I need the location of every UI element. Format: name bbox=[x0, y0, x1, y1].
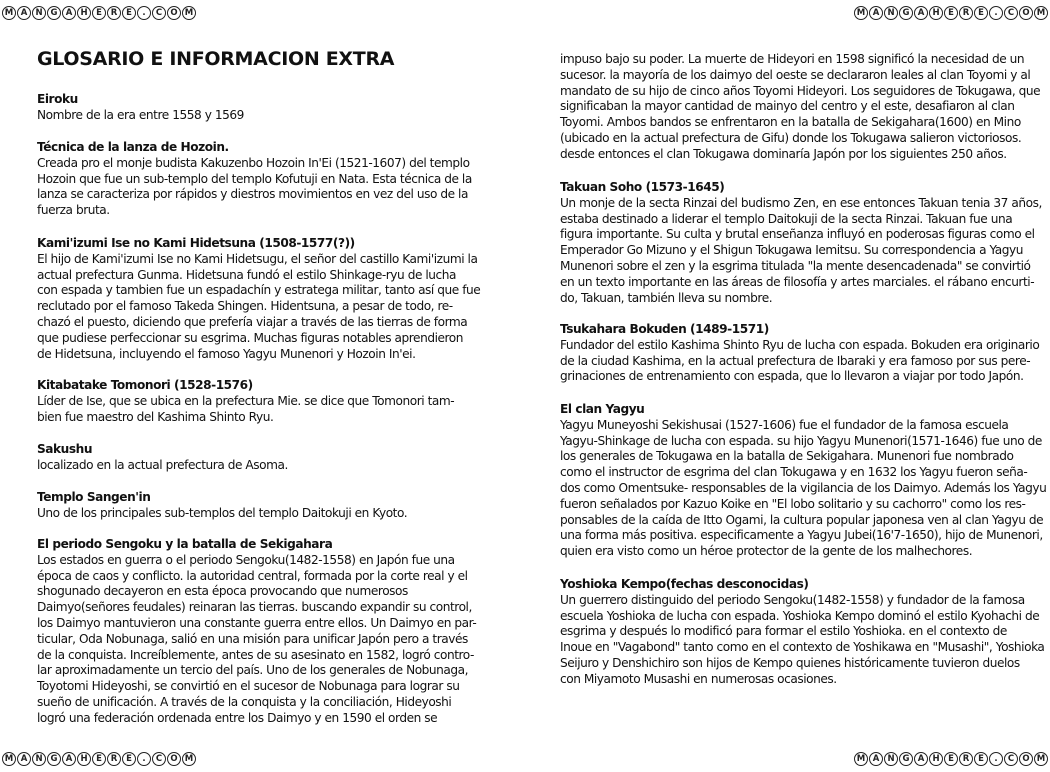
glossary-entry bbox=[37, 236, 521, 362]
glossary-entry bbox=[37, 537, 521, 727]
glossary-entry bbox=[560, 180, 1042, 306]
glossary-definition bbox=[560, 52, 1041, 163]
definition-line: reclutado por el famoso Takeda Shingen. Hidentsuna, a pesar de todo, re- bbox=[37, 299, 453, 314]
glossary-term: El clan Yagyu bbox=[560, 402, 645, 416]
watermark-letter: M bbox=[182, 6, 196, 20]
definition-line: lar aproximadamente un tercio del país. Uno de los generales de Nobunaga, bbox=[37, 663, 469, 678]
glossary-definition bbox=[37, 553, 521, 727]
glossary-definition bbox=[37, 394, 521, 426]
definition-line: Los estados en guerra o el periodo Sengoku(1482-1558) en Japón fue una bbox=[37, 552, 455, 567]
definition-line: do, Takuan, también lleva su nombre. bbox=[560, 290, 773, 305]
definition-line: dos como Omentsuke- responsables de la vigilancia de los Daimyo. Además los Yagyu bbox=[560, 480, 1047, 495]
glossary-definition bbox=[37, 252, 521, 363]
watermark-letter: O bbox=[1019, 6, 1033, 20]
glossary-entry bbox=[37, 490, 521, 522]
watermark-letter: H bbox=[929, 6, 943, 20]
definition-line: (ubicado en la actual prefectura de Gifu) donde los Tokugawa salieron victoriosos. bbox=[560, 130, 1022, 145]
glossary-term: Templo Sangen'in bbox=[37, 490, 151, 504]
definition-line: localizado en la actual prefectura de Asoma. bbox=[37, 457, 288, 472]
definition-line: chazó el puesto, diciendo que prefería viajar a través de las tierras de forma bbox=[37, 314, 468, 329]
watermark-letter: N bbox=[884, 6, 898, 20]
definition-line: Un monje de la secta Rinzai del budismo Zen, en ese entonces Takuan tenia 37 años, bbox=[560, 195, 1042, 210]
definition-line: los generales de Tokugawa en la batalla de Sekigahara. Munenori fue nombrado bbox=[560, 449, 1014, 464]
watermark-letter: . bbox=[989, 6, 1003, 20]
definition-line: shogunado decayeron en esta época provocando que numerosos bbox=[37, 584, 408, 599]
definition-line: que pudiese perfeccionar su esgrima. Muchas figuras notables aprendieron bbox=[37, 330, 464, 345]
glossary-definition bbox=[37, 156, 521, 219]
definition-line: una forma más positiva. especificamente a Yagyu Jubei(16'7-1650), hijo de Munenori, bbox=[560, 528, 1043, 543]
watermark-letter: . bbox=[989, 752, 1003, 766]
definition-line: fueron señalados por Kazuo Koike en "El lobo solitario y su cachorro" como los res- bbox=[560, 496, 1026, 511]
definition-line: Hozoin que fue un sub-templo del templo Kofutuji en Nata. Esta técnica de la bbox=[37, 171, 472, 186]
definition-line: con Miyamoto Musashi en numerosas ocasiones. bbox=[560, 671, 837, 686]
definition-line: de la ciudad Kashima, en la actual prefectura de Ibaraki y era famoso por sus pere- bbox=[560, 353, 1031, 368]
watermark-letter: G bbox=[47, 6, 61, 20]
definition-line: Nombre de la era entre 1558 y 1569 bbox=[37, 107, 244, 122]
definition-line: El hijo de Kami'izumi Ise no Kami Hidetsugu, el señor del castillo Kami'izumi la bbox=[37, 251, 478, 266]
watermark-letter: M bbox=[1034, 752, 1048, 766]
watermark-letter: C bbox=[152, 6, 166, 20]
definition-line: grinaciones de entrenamiento con espada, que lo llevaron a viajar por todo Japón. bbox=[560, 369, 1024, 384]
watermark-bottom-left bbox=[2, 752, 196, 766]
page-title: GLOSARIO E INFORMACION EXTRA bbox=[37, 48, 395, 70]
watermark-top-left bbox=[2, 6, 196, 20]
definition-line: Toyomi. Ambos bandos se enfrentaron en la batalla de Sekigahara(1600) en Mino bbox=[560, 115, 1021, 130]
watermark-letter: E bbox=[944, 752, 958, 766]
definition-line: logró una federación ordenada entre los Daimyo y en 1590 el orden se bbox=[37, 710, 438, 725]
definition-line: Inoue en "Vagabond" tanto como en el contexto de Yoshikawa en "Musashi", Yoshioka bbox=[560, 640, 1045, 655]
definition-line: quien era visto como un héroe protector de la gente de los malhechores. bbox=[560, 544, 973, 559]
watermark-letter: . bbox=[137, 6, 151, 20]
definition-line: época de caos y conflicto. la autoridad central, formada por la corte real y el bbox=[37, 568, 468, 583]
glossary-term: Eiroku bbox=[37, 92, 78, 106]
glossary-entry bbox=[37, 442, 521, 474]
glossary-definition bbox=[560, 417, 1047, 560]
glossary-term: Técnica de la lanza de Hozoin. bbox=[37, 140, 229, 154]
definition-line: con espada y tambien fue un espadachín y estratega militar, tanto así que fue bbox=[37, 283, 481, 298]
watermark-letter: C bbox=[152, 752, 166, 766]
definition-line: ticular, Oda Nobunaga, salió en una misión para unificar Japón pero a través bbox=[37, 631, 468, 646]
definition-line: Fundador del estilo Kashima Shinto Ryu de lucha con espada. Bokuden era originario bbox=[560, 337, 1040, 352]
glossary-term: Sakushu bbox=[37, 442, 93, 456]
watermark-letter: M bbox=[854, 6, 868, 20]
glossary-definition bbox=[37, 458, 521, 474]
glossary-term: Tsukahara Bokuden (1489-1571) bbox=[560, 322, 769, 336]
watermark-letter: A bbox=[914, 752, 928, 766]
definition-line: sueño de unificación. A través de la conquista y la conciliación, Hideyoshi bbox=[37, 694, 452, 709]
watermark-letter: R bbox=[959, 752, 973, 766]
definition-line: desde entonces el clan Tokugawa dominaría Japón por los siguientes 250 años. bbox=[560, 146, 1007, 161]
watermark-letter: H bbox=[77, 6, 91, 20]
glossary-entry bbox=[37, 378, 521, 425]
watermark-letter: . bbox=[137, 752, 151, 766]
watermark-letter: A bbox=[869, 752, 883, 766]
watermark-letter: E bbox=[974, 6, 988, 20]
watermark-letter: E bbox=[92, 6, 106, 20]
watermark-letter: G bbox=[47, 752, 61, 766]
watermark-letter: M bbox=[854, 752, 868, 766]
definition-line: como el instructor de esgrima del clan Tokugawa y en 1632 los Yagyu fueron seña- bbox=[560, 465, 1028, 480]
watermark-letter: H bbox=[77, 752, 91, 766]
glossary-definition bbox=[560, 337, 1040, 385]
watermark-letter: O bbox=[167, 6, 181, 20]
definition-line: escuela Yoshioka de lucha con espada. Yoshioka Kempo dominó el estilo Kyohachi de bbox=[560, 608, 1040, 623]
definition-line: significaban la mayor cantidad de mainyo del centro y el este, desafiaron al clan bbox=[560, 99, 1015, 114]
definition-line: fuerza bruta. bbox=[37, 203, 110, 218]
watermark-letter: H bbox=[929, 752, 943, 766]
glossary-definition bbox=[560, 195, 1042, 307]
watermark-letter: E bbox=[944, 6, 958, 20]
definition-line: de la conquista. Increíblemente, antes de su asesinato en 1582, logró contro- bbox=[37, 647, 474, 662]
definition-line: Toyotomi Hideyoshi, se convirtió en el sucesor de Nobunaga para lograr su bbox=[37, 679, 460, 694]
glossary-entry bbox=[560, 322, 1040, 385]
watermark-letter: M bbox=[1034, 6, 1048, 20]
watermark-letter: C bbox=[1004, 752, 1018, 766]
watermark-letter: O bbox=[167, 752, 181, 766]
definition-line: bien fue maestro del Kashima Shinto Ryu. bbox=[37, 409, 274, 424]
definition-line: Líder de Ise, que se ubica en la prefectura Mie. se dice que Tomonori tam- bbox=[37, 393, 455, 408]
watermark-letter: R bbox=[959, 6, 973, 20]
watermark-letter: N bbox=[884, 752, 898, 766]
watermark-letter: E bbox=[122, 6, 136, 20]
glossary-entry bbox=[560, 402, 1047, 560]
glossary-entry bbox=[560, 52, 1041, 163]
definition-line: mandato de su hijo de cinco años Toyomi Hideyori. Los seguidores de Tokugawa, que bbox=[560, 83, 1041, 98]
definition-line: figura importante. Su culta y brutal enseñanza influyó en poderosas figuras como el bbox=[560, 227, 1035, 242]
definition-line: Seijuro y Denshichiro son hijos de Kempo quienes históricamente tuvieron duelos bbox=[560, 655, 1020, 670]
definition-line: impuso bajo su poder. La muerte de Hideyori en 1598 significó la necesidad de un bbox=[560, 52, 1025, 66]
watermark-bottom-right bbox=[854, 752, 1048, 766]
definition-line: Creada pro el monje budista Kakuzenbo Hozoin In'Ei (1521-1607) del templo bbox=[37, 155, 470, 170]
definition-line: Un guerrero distinguido del periodo Sengoku(1482-1558) y fundador de la famosa bbox=[560, 592, 1025, 607]
watermark-letter: C bbox=[1004, 6, 1018, 20]
definition-line: esgrima y después lo modificó para formar el estilo Yoshioka. en el contexto de bbox=[560, 624, 1007, 639]
glossary-definition bbox=[37, 108, 521, 124]
glossary-definition bbox=[37, 506, 521, 522]
glossary-term: El periodo Sengoku y la batalla de Sekigahara bbox=[37, 537, 333, 551]
definition-line: sucesor. la mayoría de los daimyo del oeste se declararon leales al clan Toyomi y al bbox=[560, 67, 1031, 82]
watermark-letter: A bbox=[62, 752, 76, 766]
watermark-letter: N bbox=[32, 6, 46, 20]
watermark-letter: A bbox=[914, 6, 928, 20]
watermark-letter: E bbox=[122, 752, 136, 766]
glossary-definition bbox=[560, 592, 1045, 688]
watermark-letter: E bbox=[92, 752, 106, 766]
watermark-letter: O bbox=[1019, 752, 1033, 766]
watermark-letter: A bbox=[869, 6, 883, 20]
definition-line: de Hidetsuna, incluyendo el famoso Yagyu Munenori y Hozoin In'ei. bbox=[37, 346, 416, 361]
definition-line: Daimyo(señores feudales) reinaran las tierras. buscando expandir su control, bbox=[37, 600, 472, 615]
glossary-term: Yoshioka Kempo(fechas desconocidas) bbox=[560, 577, 809, 591]
watermark-letter: G bbox=[899, 6, 913, 20]
definition-line: Yagyu-Shinkage de lucha con espada. su hijo Yagyu Munenori(1571-1646) fue uno de bbox=[560, 433, 1042, 448]
definition-line: estaba destinado a liderar el templo Daitokuji de la secta Rinzai. Takuan fue una bbox=[560, 211, 1013, 226]
glossary-term: Takuan Soho (1573-1645) bbox=[560, 180, 725, 194]
watermark-letter: A bbox=[62, 6, 76, 20]
definition-line: en un texto importante en las áreas de filosofía y artes marciales. el rábano encurti- bbox=[560, 274, 1035, 289]
watermark-letter: M bbox=[182, 752, 196, 766]
definition-line: Uno de los principales sub-templos del templo Daitokuji en Kyoto. bbox=[37, 505, 408, 520]
watermark-letter: N bbox=[32, 752, 46, 766]
glossary-entry bbox=[560, 577, 1045, 688]
watermark-letter: R bbox=[107, 752, 121, 766]
watermark-letter: A bbox=[17, 752, 31, 766]
definition-line: Munenori sobre el zen y la esgrima titulada "la mente desencadenada" se convirtió bbox=[560, 258, 1031, 273]
watermark-letter: A bbox=[17, 6, 31, 20]
watermark-letter: G bbox=[899, 752, 913, 766]
definition-line: Emperador Go Mizuno y el Shigun Tokugawa Iemitsu. Su correspondencia a Yagyu bbox=[560, 243, 1023, 258]
watermark-letter: M bbox=[2, 6, 16, 20]
glossary-entry bbox=[37, 140, 521, 219]
definition-line: Yagyu Muneyoshi Sekishusai (1527-1606) fue el fundador de la famosa escuela bbox=[560, 417, 1009, 432]
watermark-top-right bbox=[854, 6, 1048, 20]
glossary-term: Kami'izumi Ise no Kami Hidetsuna (1508-1577(?)) bbox=[37, 236, 355, 250]
watermark-letter: M bbox=[2, 752, 16, 766]
glossary-entry bbox=[37, 92, 521, 124]
definition-line: los Daimyo mantuvieron una constante guerra entre ellos. Un Daimyo en par- bbox=[37, 615, 477, 630]
glossary-term: Kitabatake Tomonori (1528-1576) bbox=[37, 378, 253, 392]
definition-line: ponsables de la caída de Itto Ogami, la cultura popular japonesa ven al clan Yagyu de bbox=[560, 512, 1044, 527]
definition-line: actual prefectura Gunma. Hidetsuna fundó el estilo Shinkage-ryu de lucha bbox=[37, 267, 457, 282]
watermark-letter: R bbox=[107, 6, 121, 20]
definition-line: lanza se caracteriza por rápidos y diestros movimientos en vez del uso de la bbox=[37, 187, 468, 202]
watermark-letter: E bbox=[974, 752, 988, 766]
